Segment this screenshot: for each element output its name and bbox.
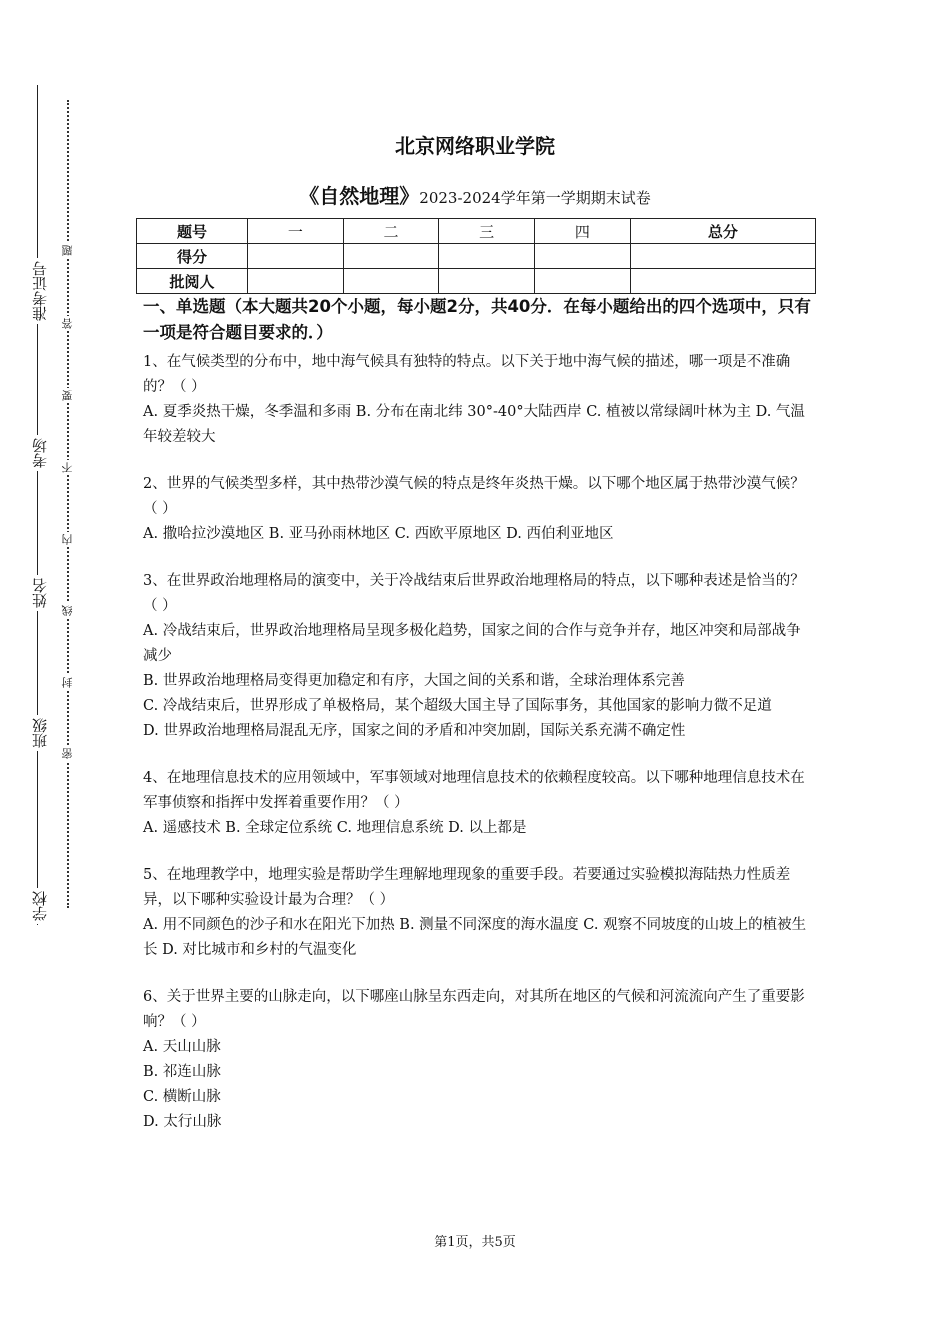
question-options: A. 遥感技术 B. 全球定位系统 C. 地理信息系统 D. 以上都是: [143, 820, 527, 836]
score-cell[interactable]: [535, 269, 631, 294]
question-options: A. 用不同颜色的沙子和水在阳光下加热 B. 测量不同深度的海水温度 C. 观察不同坡度的山坡上的植被生长 D. 对比城市和乡村的气温变化: [143, 917, 807, 958]
page-footer: 第1页，共5页: [434, 1235, 516, 1250]
score-header-cell: 一: [248, 219, 344, 244]
question-5: [143, 863, 811, 963]
score-table-header-row: [137, 219, 816, 244]
question-4: [143, 766, 811, 841]
exam-title: [0, 180, 950, 209]
term-name: 2023-2024学年第一学期期末试卷: [419, 189, 651, 207]
option-c: C. 横断山脉: [143, 1089, 221, 1105]
question-stem: 4、在地理信息技术的应用领域中，军事领域对地理信息技术的依赖程度较高。以下哪种地理信息技术在军事侦察和指挥中发挥着重要作用？（ ）: [143, 770, 805, 811]
score-table: [136, 218, 816, 294]
question-1: [143, 350, 811, 450]
option-d: D. 世界政治地理格局混乱无序，国家之间的矛盾和冲突加剧，国际关系充满不确定性: [143, 723, 686, 739]
exam-number-label: 准考证号: [33, 258, 48, 324]
question-stem: 2、世界的气候类型多样，其中热带沙漠气候的特点是终年炎热干燥。以下哪个地区属于热带沙漠气候？（ ）: [143, 476, 805, 517]
question-stem: 6、关于世界主要的山脉走向，以下哪座山脉呈东西走向，对其所在地区的气候和河流流向产生了重要影响？（ ）: [143, 989, 805, 1030]
question-2: [143, 472, 811, 547]
score-cell[interactable]: [439, 244, 535, 269]
seal-char: 密: [61, 748, 74, 759]
score-cell[interactable]: [535, 244, 631, 269]
seal-char: 不: [61, 462, 74, 473]
seal-char: 封: [61, 677, 74, 688]
name-label: 姓名: [33, 575, 48, 611]
score-table-row: [137, 269, 816, 294]
school-label: 学校: [33, 888, 48, 924]
question-options: A. 撒哈拉沙漠地区 B. 亚马孙雨林地区 C. 西欧平原地区 D. 西伯利亚地区: [143, 526, 614, 542]
section-heading: 一、单选题（本大题共20个小题，每小题2分，共40分．在每小题给出的四个选项中，只有一项是符合题目要求的．）: [143, 297, 811, 342]
score-cell[interactable]: [343, 269, 439, 294]
seal-char: 要: [61, 390, 74, 401]
question-stem: 3、在世界政治地理格局的演变中，关于冷战结束后世界政治地理格局的特点，以下哪种表述是恰当的？（ ）: [143, 573, 805, 614]
binding-solid-line: [37, 85, 38, 925]
score-header-cell: 三: [439, 219, 535, 244]
option-b: B. 祁连山脉: [143, 1064, 221, 1080]
score-cell[interactable]: [439, 269, 535, 294]
seal-char: 内: [61, 534, 74, 545]
score-cell[interactable]: [630, 244, 815, 269]
option-c: C. 冷战结束后，世界形成了单极格局，某个超级大国主导了国际事务，其他国家的影响力微不足道: [143, 698, 772, 714]
question-3: [143, 569, 811, 744]
seal-char: 题: [61, 245, 74, 256]
score-header-cell: 四: [535, 219, 631, 244]
score-cell[interactable]: [343, 244, 439, 269]
score-row-label: 批阅人: [137, 269, 248, 294]
score-cell[interactable]: [248, 269, 344, 294]
course-name: 《自然地理》: [299, 184, 420, 208]
seal-char: 答: [61, 318, 74, 329]
score-cell[interactable]: [630, 269, 815, 294]
option-a: A. 天山山脉: [143, 1039, 221, 1055]
score-header-cell: 二: [343, 219, 439, 244]
score-header-cell: 题号: [137, 219, 248, 244]
option-b: B. 世界政治地理格局变得更加稳定和有序，大国之间的关系和谐，全球治理体系完善: [143, 673, 685, 689]
score-header-cell: 总分: [630, 219, 815, 244]
question-6: [143, 985, 811, 1135]
question-stem: 1、在气候类型的分布中，地中海气候具有独特的特点。以下关于地中海气候的描述，哪一项是不准确的？（ ）: [143, 354, 791, 395]
exam-content: [143, 294, 811, 1135]
question-stem: 5、在地理教学中，地理实验是帮助学生理解地理现象的重要手段。若要通过实验模拟海陆热力性质差异，以下哪种实验设计最为合理？（ ）: [143, 867, 791, 908]
question-options: A. 夏季炎热干燥，冬季温和多雨 B. 分布在南北纬 30°-40°大陆西岸 C. 植被以常绿阔叶林为主 D. 气温年较差较大: [143, 404, 805, 445]
seal-char: 线: [61, 605, 74, 616]
option-d: D. 太行山脉: [143, 1114, 222, 1130]
exam-room-label: 考场: [33, 435, 48, 471]
score-row-label: 得分: [137, 244, 248, 269]
school-title: 北京网络职业学院: [395, 134, 555, 158]
score-table-row: [137, 244, 816, 269]
option-a: A. 冷战结束后，世界政治地理格局呈现多极化趋势，国家之间的合作与竞争并存，地区冲突和局部战争减少: [143, 623, 801, 664]
score-cell[interactable]: [248, 244, 344, 269]
seal-dotted-line: [67, 100, 69, 908]
class-label: 班级: [33, 715, 48, 751]
